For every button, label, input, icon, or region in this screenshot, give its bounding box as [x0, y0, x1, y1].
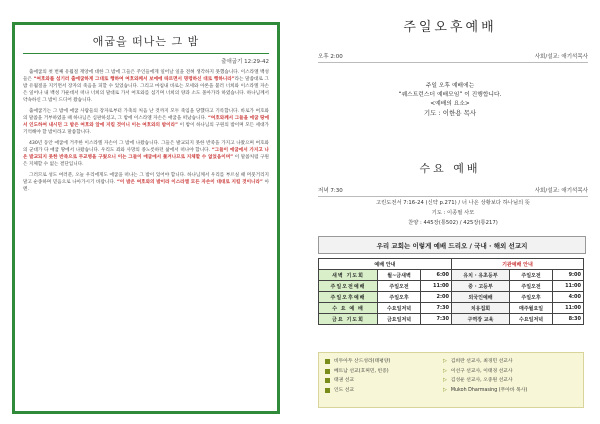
- table-row: [319, 270, 584, 281]
- sermon-body: [15, 69, 277, 193]
- wed-service-scripture: 고린도전서 7:16-24 (신약 p.271) / 너 나온 상황보다 하나님의 뜻: [376, 200, 530, 206]
- service-name: 수 요 예 배: [319, 303, 378, 314]
- group-day: 수요일저녁: [510, 314, 553, 325]
- pm-service-info: [318, 52, 588, 63]
- pm-service-notice: 주일 오후 예배에는 “퀘스트런스더 예배모임” 이 진행합니다. <예배의 요소> 기도 : 이한용 목사: [300, 82, 600, 118]
- table-row: [319, 281, 584, 292]
- sermon-paragraph: 출애굽기는 그 밤에 애굽 사람들의 장자로부터 가축의 처음 난 것까지 모두 죽임을 당했다고 기록합니다. 바로가 여호와의 말씀을 거부하였을 때 하나님은 심판하셨고, 그 밤에 이스라엘 자손은 애굽을 떠났습니다. “여호와께서 그들을 애굽 땅에서 인도하여 내시던 그 밤은 여호와 앞에 지킬 것이니 이는 여호와의 밤이라” 이 밤이 하나님의 구원의 밤이며 모든 세대가 기억해야 할 밤이라고 말씀합니다.: [23, 109, 270, 135]
- pm-service-title: 주일오후예배: [403, 20, 497, 35]
- schedule-table: [318, 258, 584, 325]
- table-row: [319, 292, 584, 303]
- missionaries: 김성운 선교사, 오중원 선교사: [450, 378, 513, 383]
- pm-service-prayer: 기도 : 이한용 목사: [423, 109, 477, 117]
- service-name: 주일오후예배: [319, 292, 378, 303]
- group-day: 주일오전: [510, 270, 553, 281]
- mission-field: 비두아두 산드성라(태평양): [334, 359, 391, 364]
- wed-service-preacher: 사회/설교: 애기석목사: [534, 188, 588, 194]
- arrow-right-icon: ▷: [443, 358, 447, 364]
- group-name: 중 · 고등부: [451, 281, 509, 292]
- wed-service-prayer: 기도 : 이종필 사모: [431, 210, 475, 216]
- table-row: [319, 303, 584, 314]
- sermon-title: 애굽을 떠나는 그 밤: [23, 29, 269, 54]
- sermon-paragraph: 그러므로 성도 여러분, 오늘 우리에게도 애굽을 떠나는 그 밤이 있어야 합니다. 하나님께서 우리를 부르실 때 머뭇거리지 말고 순종하며 믿음으로 나아가시기 바랍니다. “이 밤은 여호와의 밤이라 이스라엘 모든 자손이 대대로 지킬 것이니라” 아멘.: [23, 173, 270, 192]
- service-time: 6:00: [421, 270, 452, 281]
- service-day: 금요일저녁: [378, 314, 421, 325]
- wed-service-info: [318, 186, 588, 197]
- sermon-reference: 출애굽기 12:29-42: [221, 59, 269, 65]
- sermon-paragraph: 출애굽의 첫 번째 유월절 재앙에 대한 그 밤에 그들은 주인들에게 일어날 일을 전혀 생각하지 못했습니다. 이스라엘 백성들은 “여호와를 섬기러 출애굽하게 그대로 행하여 여호와께서 보애에 따르면서 명령하신 대로 행하니라”라는 말씀대로 그 밤 유월절을 지키면서 장자의 죽음을 피할 수 있었습니다. 그리고 마침내 바로는 모세와 아론을 불러 너희와 이스라엘 자손은 일어나 내 백성 가운데서 떠나 너희의 말대로 가서 여호와를 섬기며 너희의 양과 소도 몰아가라 하였습니다. 하나님께서 약속하신 그 밤이 드디어 왔습니다.: [23, 70, 269, 103]
- group-day: 매주월요일: [510, 303, 553, 314]
- group-name: 유치 · 유초등부: [451, 270, 509, 281]
- service-name: 금요 기도회: [319, 314, 378, 325]
- mission-field: 태권 선교: [334, 378, 355, 383]
- sermon-highlight: “이 밤은 여호와의 밤이라 이스라엘 모든 자손이 대대로 지킬 것이니라”: [116, 180, 263, 185]
- missionaries: 김희란 선교사, 최경민 선교사: [450, 359, 513, 364]
- service-time: 7:30: [421, 303, 452, 314]
- service-time: 7:30: [421, 314, 452, 325]
- arrow-right-icon: ▷: [443, 367, 447, 374]
- group-name: 치유집회: [451, 303, 509, 314]
- mission-list: [318, 352, 584, 408]
- group-day: 주일오후: [510, 292, 553, 303]
- list-item: [325, 367, 577, 377]
- square-bullet-icon: [325, 378, 330, 383]
- pm-service-time: 오후 2:00: [318, 54, 343, 60]
- schedule-header-row: [319, 259, 584, 270]
- group-time: 9:00: [553, 270, 584, 281]
- arrow-right-icon: ▷: [443, 386, 447, 393]
- sermon-highlight: “여호와를 섬기러 출애굽하게 그대로 행하여 여호와께서 보애에 따르면서 명령하신 대로 행하니라”: [33, 77, 235, 82]
- right-page: [300, 0, 600, 424]
- service-time: 2:00: [421, 292, 452, 303]
- group-name: 외국인예배: [451, 292, 509, 303]
- schedule-right-header: 기관예배 안내: [451, 259, 583, 270]
- service-day: 주일오전: [378, 281, 421, 292]
- service-name: 주일오전예배: [319, 281, 378, 292]
- missionaries: 이선구 선교사, 이태경 선교사: [450, 368, 513, 374]
- group-time: 11:00: [553, 281, 584, 292]
- sermon-paragraph: 430년 동안 애굽에 거주한 이스라엘 자손이 그 밤에 나왔습니다. 그들은 발교되지 못한 반죽을 가지고 나왔으며 여호와의 군대가 다 애굽 땅에서 나왔습니다. 우리도 죄와 사망의 종노릇하던 삶에서 떠나야 합니다. “그들이 애굽에서 가지고 나온 발교되지 못한 반죽으로 무교병을 구웠으니 이는 그들이 애굽에서 쫓겨나므로 지체할 수 없었음이며” 이 말씀처럼 구원은 지체할 수 없는 결단입니다.: [23, 141, 269, 167]
- group-name: 구역장 교육: [451, 314, 509, 325]
- square-bullet-icon: [325, 359, 330, 364]
- list-item: [325, 386, 577, 396]
- sermon-highlight: “여호와께서 그들을 애굽 땅에서 인도하여 내시던 그 밤은 여호와 앞에 지킬 것이니 이는 여호와의 밤이라”: [23, 116, 270, 128]
- schedule-left-header: 예배 안내: [319, 259, 452, 270]
- wed-service-time: 저녁 7:30: [318, 188, 343, 194]
- service-time: 11:00: [421, 281, 452, 292]
- group-time: 8:30: [553, 314, 584, 325]
- mission-field: 인도 선교: [334, 387, 355, 393]
- mission-field: 베트남 선교(호찌민, 빈증): [334, 368, 389, 374]
- table-row: [319, 314, 584, 325]
- wed-service-title: 수요 예배: [419, 162, 481, 175]
- list-item: [325, 357, 577, 367]
- sermon-frame: [12, 22, 280, 414]
- service-day: 수요일저녁: [378, 303, 421, 314]
- missionaries: Mukoh Dharmasing (무아바 목사): [450, 387, 528, 393]
- sermon-highlight: “그들이 애굽에서 가지고 나온 발교되지 못한 반죽으로 무교병을 구웠으니 이는 그들이 애굽에서 쫓겨나므로 지체할 수 없었음이며”: [23, 148, 269, 160]
- service-name: 새벽 기도회: [319, 270, 378, 281]
- square-bullet-icon: [325, 369, 330, 374]
- worship-banner: 우리 교회는 이렇게 예배 드리오 / 국내 · 해외 선교지: [318, 236, 586, 254]
- arrow-right-icon: ▷: [443, 377, 447, 383]
- square-bullet-icon: [325, 388, 330, 393]
- service-day: 주일오후: [378, 292, 421, 303]
- group-day: 주일오전: [510, 281, 553, 292]
- list-item: [325, 376, 577, 386]
- group-time: 11:00: [553, 303, 584, 314]
- wed-service-hymn: 찬양 : 445장(통502) / 425장(통217): [408, 220, 498, 226]
- group-time: 4:00: [553, 292, 584, 303]
- service-day: 월~금새벽: [378, 270, 421, 281]
- pm-service-preacher: 사회/설교: 애기석목사: [534, 54, 588, 60]
